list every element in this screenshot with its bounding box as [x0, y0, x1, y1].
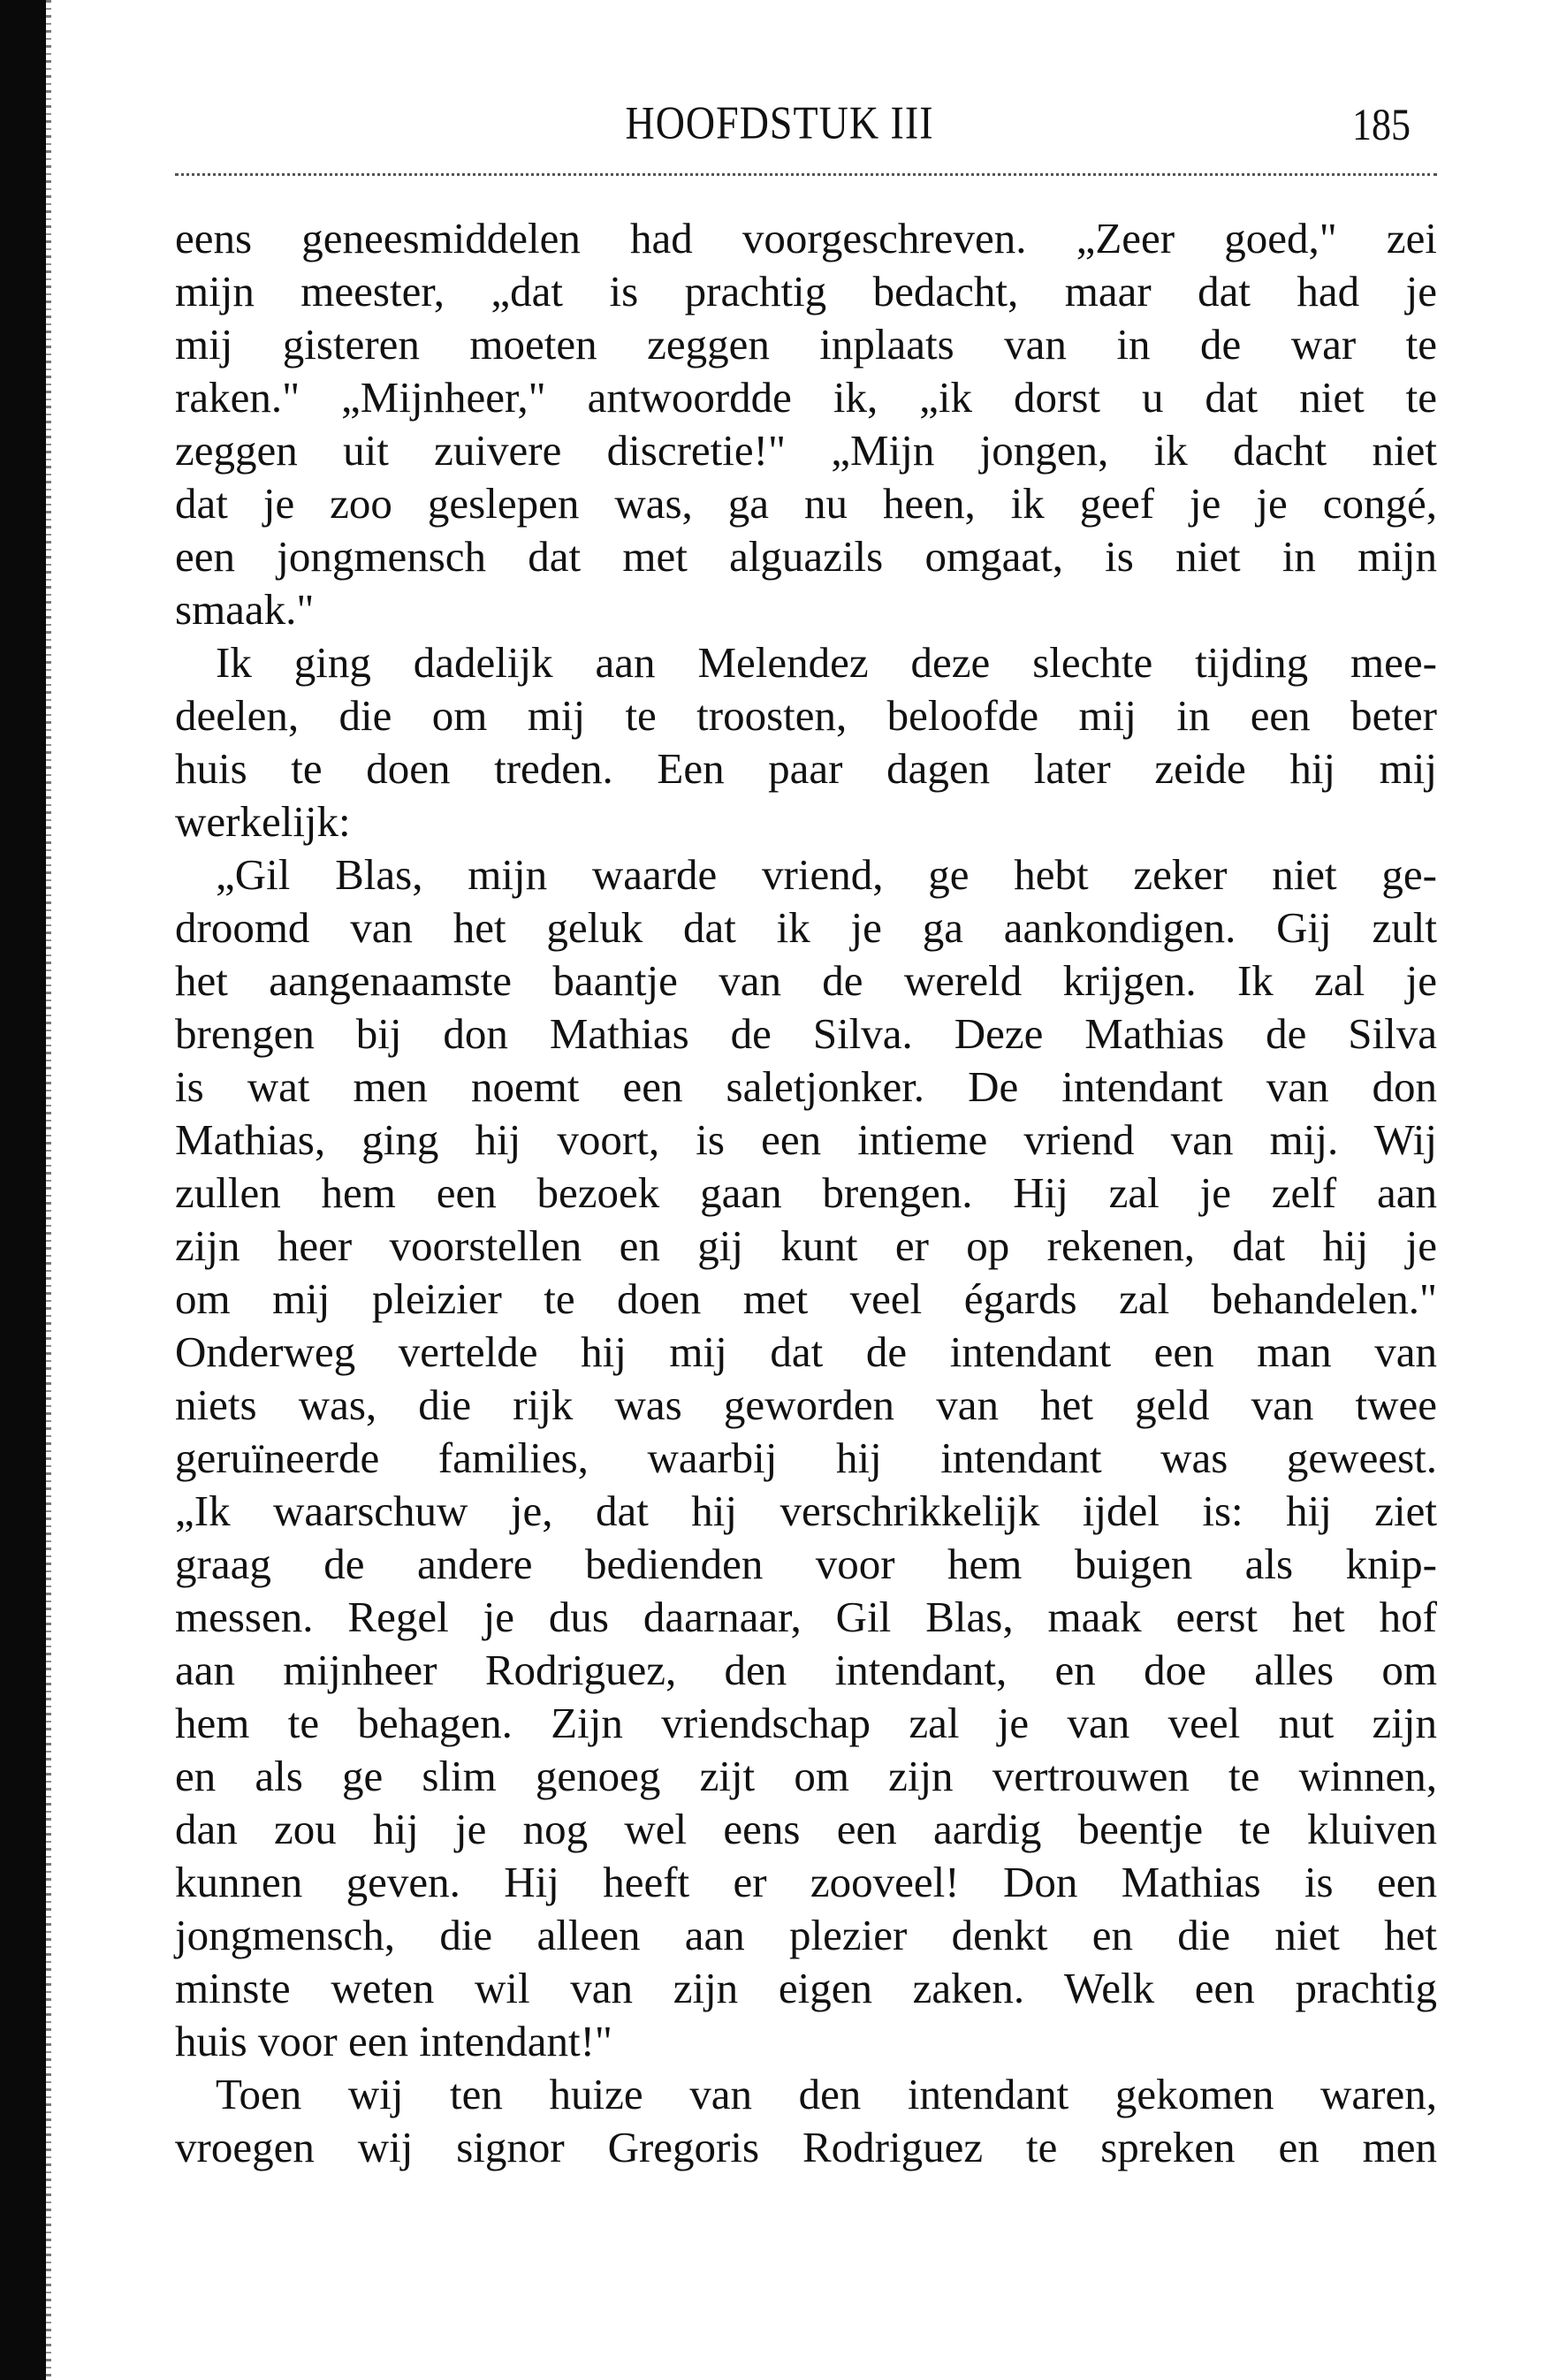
text-line: droomd van het geluk dat ik je ga aankondigen. Gij zult [175, 903, 1437, 952]
page-gutter-edge [46, 0, 51, 2380]
text-line: geruïneerde families, waarbij hij intendant was geweest. [175, 1433, 1437, 1482]
text-line: raken." „Mijnheer," antwoordde ik, „ik dorst u dat niet te [175, 373, 1437, 422]
book-binding-shadow [0, 0, 46, 2380]
body-text [175, 212, 1437, 2174]
text-line: huis te doen treden. Een paar dagen later zeide hij mij [175, 744, 1437, 793]
text-line: „Gil Blas, mijn waarde vriend, ge hebt zeker niet ge- [216, 850, 1437, 899]
text-line: zullen hem een bezoek gaan brengen. Hij zal je zelf aan [175, 1168, 1437, 1217]
text-line: zijn heer voorstellen en gij kunt er op rekenen, dat hij je [175, 1221, 1437, 1270]
text-line: niets was, die rijk was geworden van het geld van twee [175, 1380, 1437, 1429]
text-line: dat je zoo geslepen was, ga nu heen, ik geef je je congé, [175, 479, 1437, 528]
text-line: vroegen wij signor Gregoris Rodriguez te spreken en men [175, 2123, 1437, 2171]
text-line: deelen, die om mij te troosten, beloofde mij in een beter [175, 691, 1437, 740]
text-line: dan zou hij je nog wel eens een aardig beentje te kluiven [175, 1805, 1437, 1853]
text-line: mijn meester, „dat is prachtig bedacht, maar dat had je [175, 267, 1437, 316]
text-line: Ik ging dadelijk aan Melendez deze slechte tijding mee- [216, 638, 1437, 687]
text-line: een jongmensch dat met alguazils omgaat, is niet in mijn [175, 532, 1437, 581]
running-head [0, 95, 1559, 148]
text-line: smaak." [175, 585, 315, 634]
text-line: minste weten wil van zijn eigen zaken. Welk een prachtig [175, 1964, 1437, 2012]
text-line: Mathias, ging hij voort, is een intieme vriend van mij. Wij [175, 1115, 1437, 1164]
page-number: 185 [1352, 100, 1411, 150]
text-line: Toen wij ten huize van den intendant gekomen waren, [216, 2070, 1437, 2118]
text-line: kunnen geven. Hij heeft er zooveel! Don Mathias is een [175, 1858, 1437, 1906]
text-line: huis voor een intendant!" [175, 2017, 612, 2065]
text-line: om mij pleizier te doen met veel égards zal behandelen." [175, 1274, 1437, 1323]
text-line: aan mijnheer Rodriguez, den intendant, en doe alles om [175, 1646, 1437, 1694]
text-line: mij gisteren moeten zeggen inplaats van in de war te [175, 320, 1437, 369]
text-line: zeggen uit zuivere discretie!" „Mijn jongen, ik dacht niet [175, 426, 1437, 475]
text-line: messen. Regel je dus daarnaar, Gil Blas, maak eerst het hof [175, 1593, 1437, 1641]
text-line: hem te behagen. Zijn vriendschap zal je van veel nut zijn [175, 1699, 1437, 1747]
chapter-title: HOOFDSTUK III [625, 96, 934, 148]
text-line: brengen bij don Mathias de Silva. Deze Mathias de Silva [175, 1009, 1437, 1058]
header-dotted-rule [175, 173, 1437, 176]
text-line: het aangenaamste baantje van de wereld krijgen. Ik zal je [175, 956, 1437, 1005]
text-line: graag de andere bedienden voor hem buigen als knip- [175, 1540, 1437, 1588]
text-line: „Ik waarschuw je, dat hij verschrikkelijk ijdel is: hij ziet [175, 1487, 1437, 1535]
text-line: is wat men noemt een saletjonker. De intendant van don [175, 1062, 1437, 1111]
text-line: werkelijk: [175, 797, 351, 846]
text-line: en als ge slim genoeg zijt om zijn vertrouwen te winnen, [175, 1752, 1437, 1800]
text-line: Onderweg vertelde hij mij dat de intendant een man van [175, 1327, 1437, 1376]
text-line: eens geneesmiddelen had voorgeschreven. „Zeer goed," zei [175, 214, 1437, 262]
text-line: jongmensch, die alleen aan plezier denkt en die niet het [175, 1911, 1437, 1959]
